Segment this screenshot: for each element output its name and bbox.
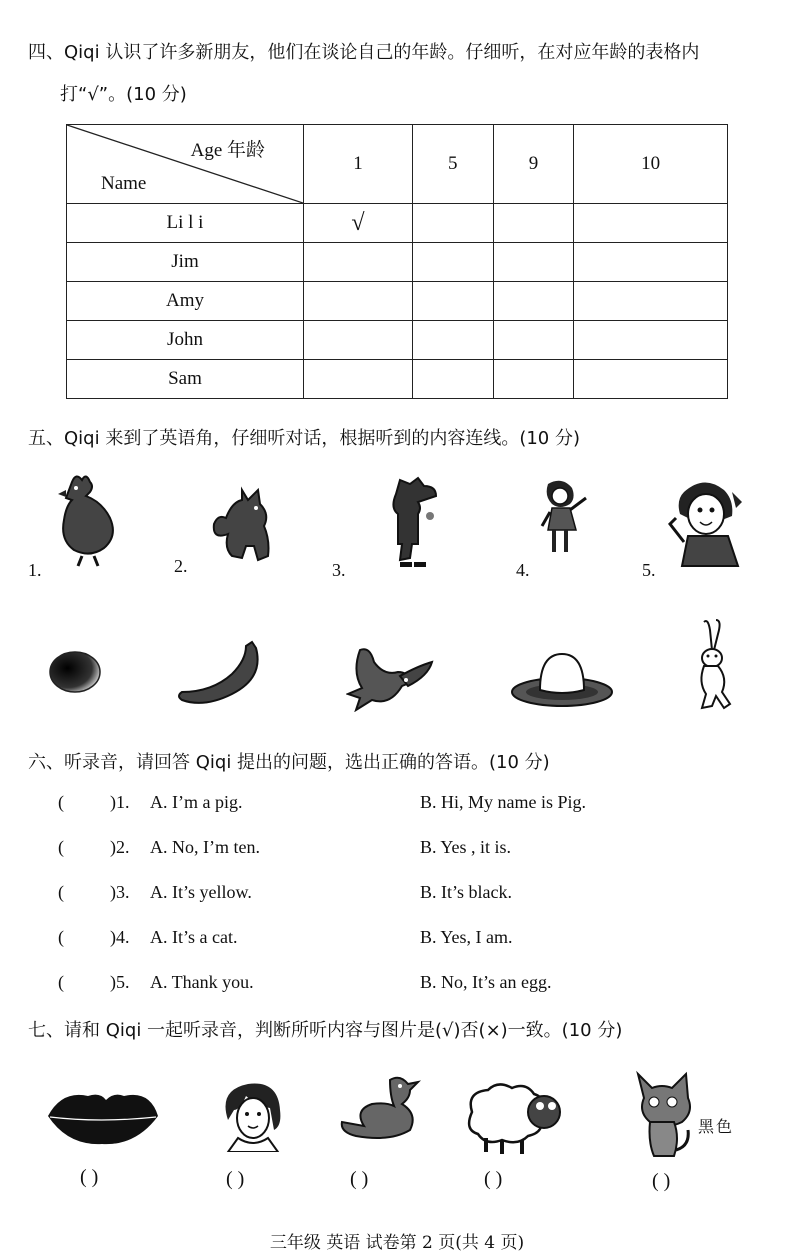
question-row — [0, 792, 794, 820]
duck-icon — [340, 1074, 424, 1144]
question-number: )4. — [110, 927, 130, 947]
cat-icon — [632, 1070, 692, 1162]
table-corner-cell — [67, 125, 304, 204]
question-row — [0, 972, 794, 1000]
answer-paren-open[interactable]: ( — [58, 837, 64, 857]
picture-number-1: 1. — [28, 560, 42, 580]
question-row — [0, 837, 794, 865]
table-cell[interactable] — [493, 204, 574, 243]
answer-blank-4[interactable]: ( ) — [484, 1168, 503, 1190]
corner-name-label: Name — [101, 173, 147, 194]
table-cell[interactable] — [574, 360, 728, 399]
option-b[interactable]: B. Yes , it is. — [420, 837, 512, 857]
girl-icon — [536, 478, 596, 568]
table-cell[interactable] — [574, 204, 728, 243]
option-a[interactable]: A. I’m a pig. — [150, 792, 243, 812]
row-name-sam: Sam — [67, 360, 304, 399]
answer-paren-open[interactable]: ( — [58, 792, 64, 812]
answer-paren-open[interactable]: ( — [58, 927, 64, 947]
question-number: )1. — [110, 792, 130, 812]
question-number: )3. — [110, 882, 130, 902]
table-cell[interactable]: √ — [304, 204, 413, 243]
picture-number-4: 4. — [516, 560, 530, 580]
cat-color-label: 黑色 — [698, 1117, 735, 1136]
answer-blank-3[interactable]: ( ) — [350, 1168, 369, 1190]
answer-paren-open[interactable]: ( — [58, 972, 64, 992]
table-cell[interactable] — [574, 243, 728, 282]
table-cell[interactable] — [412, 321, 493, 360]
wolf-icon — [390, 472, 444, 572]
option-b[interactable]: B. It’s black. — [420, 882, 512, 902]
girl-pointing-icon — [662, 478, 746, 568]
corner-age-label: Age 年龄 — [190, 140, 265, 161]
answer-blank-1[interactable]: ( ) — [80, 1166, 99, 1188]
table-cell[interactable] — [304, 360, 413, 399]
option-b[interactable]: B. No, It’s an egg. — [420, 972, 552, 992]
section4-title-line1: 四、Qiqi 认识了许多新朋友，他们在谈论自己的年龄。仔细听，在对应年龄的表格内 — [28, 42, 700, 63]
table-cell[interactable] — [412, 360, 493, 399]
answer-blank-2[interactable]: ( ) — [226, 1168, 245, 1190]
table-cell[interactable] — [304, 243, 413, 282]
section5-title: 五、Qiqi 来到了英语角，仔细听对话，根据听到的内容连线。(10 分) — [28, 428, 580, 449]
table-cell[interactable] — [493, 321, 574, 360]
row-name-jim: Jim — [67, 243, 304, 282]
question-row — [0, 882, 794, 910]
table-cell[interactable] — [493, 360, 574, 399]
row-name-john: John — [67, 321, 304, 360]
answer-paren-open[interactable]: ( — [58, 882, 64, 902]
picture-number-3: 3. — [332, 560, 346, 580]
table-cell[interactable] — [412, 204, 493, 243]
age-header-9: 9 — [493, 125, 574, 204]
question-number: )2. — [110, 837, 130, 857]
table-cell[interactable] — [574, 282, 728, 321]
option-b[interactable]: B. Yes, I am. — [420, 927, 513, 947]
section4-title-line2: 打“√”。(10 分) — [60, 84, 187, 105]
age-header-1: 1 — [304, 125, 413, 204]
table-cell[interactable] — [304, 282, 413, 321]
option-a[interactable]: A. Thank you. — [150, 972, 254, 992]
section6-title: 六、听录音，请回答 Qiqi 提出的问题，选出正确的答语。(10 分) — [28, 752, 550, 773]
banana-icon — [176, 640, 266, 706]
answer-blank-5[interactable]: ( ) — [652, 1170, 671, 1192]
table-cell[interactable] — [493, 243, 574, 282]
picture-number-5: 5. — [642, 560, 656, 580]
question-row — [0, 927, 794, 955]
table-cell[interactable] — [493, 282, 574, 321]
row-name-amy: Amy — [67, 282, 304, 321]
woman-icon — [218, 1080, 288, 1152]
hat-icon — [510, 652, 614, 708]
age-table — [66, 124, 728, 399]
age-header-5: 5 — [412, 125, 493, 204]
rabbit-icon — [690, 618, 736, 712]
bird-icon — [346, 646, 436, 712]
option-a[interactable]: A. No, I’m ten. — [150, 837, 260, 857]
option-a[interactable]: A. It’s yellow. — [150, 882, 252, 902]
age-header-10: 10 — [574, 125, 728, 204]
sheep-icon — [462, 1082, 566, 1156]
row-name-lili: Li l i — [67, 204, 304, 243]
fox-icon — [212, 484, 282, 564]
option-a[interactable]: A. It’s a cat. — [150, 927, 238, 947]
egg-icon — [48, 650, 102, 694]
lips-icon — [46, 1090, 160, 1146]
table-cell[interactable] — [304, 321, 413, 360]
option-b[interactable]: B. Hi, My name is Pig. — [420, 792, 587, 812]
picture-number-2: 2. — [174, 556, 188, 576]
table-cell[interactable] — [574, 321, 728, 360]
table-cell[interactable] — [412, 243, 493, 282]
hen-icon — [52, 470, 126, 570]
table-cell[interactable] — [412, 282, 493, 321]
page-footer: 三年级 英语 试卷第 2 页(共 4 页) — [269, 1233, 525, 1253]
question-number: )5. — [110, 972, 130, 992]
section7-title: 七、请和 Qiqi 一起听录音，判断所听内容与图片是(√)否(×)一致。(10 分) — [28, 1020, 623, 1041]
